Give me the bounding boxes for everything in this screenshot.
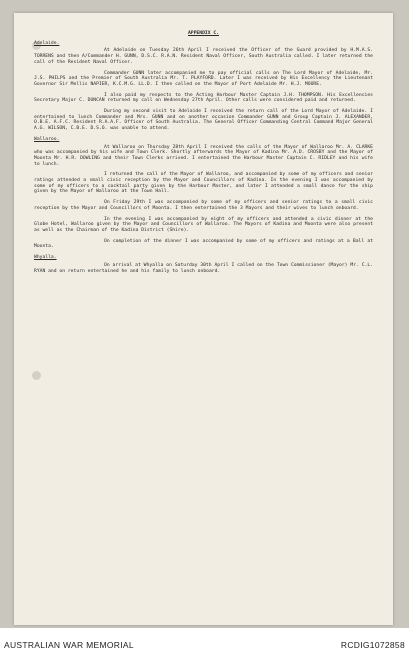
section-adelaide	[34, 41, 373, 132]
section-heading: Wallaroo.	[34, 136, 60, 142]
archive-id: RCDIG1072858	[340, 640, 405, 650]
section-wallaroo	[34, 137, 373, 250]
paragraph: Commander GUNN later accompanied me to pay official calls on The Lord Mayor of Adelaide, Mr. J.S. PHILPS and the Premier of South Australia Mr. T. PLAYFORD. Later I was received by His Excellency the Lieutenant Governor Sir Mellis NAPIER, K.C.M.G. LL.D. I then called on the Mayor of Port Adelaide Mr. H.J. MOORE.	[34, 70, 373, 87]
paragraph: I returned the call of the Mayor of Wallaroo, and accompanied by some of my officers and senior ratings attended a small civic reception by the Mayor and Councillors of Kadina. In the evening I was accompanied by some of my officers to a cocktail party given by the Harbour Master, and later I attended a small dance for the ship given by the Mayor of Wallaroo at the Town Hall.	[34, 172, 373, 195]
paragraph: On arrival at Whyalla on Saturday 30th April I called on the Town Commissioner (Mayor) Mr. C.L. RYAN and on return entertained he and his family to lunch onboard.	[34, 262, 373, 274]
paragraph: I also paid my respects to the Acting Harbour Master Captain J.H. THOMPSON. His Excellencies Secretary Major C. DUNCAN returned my call on Wednesday 27th April. Other calls were considered paid and returned.	[34, 92, 373, 104]
paragraph: At Wallaroo on Thursday 28th April I received the calls of the Mayor of Wallaroo Mr. A. CLARKE who was accompanied by his wife and Town Clerk. Shortly afterwards the Mayor of Kadina Mr. A.D. CROSBY and the Mayor of Moonta Mr. H.R. DOWLING and their Town Clerks arrived. I entertained the Harbour Master Captain C. RIDLEY and his wife to lunch.	[34, 144, 373, 167]
document-title: APPENDIX C.	[187, 31, 220, 36]
document-page	[14, 13, 393, 625]
section-heading: Whyalla.	[34, 255, 57, 261]
paragraph: On completion of the dinner I was accompanied by some of my officers and ratings at a Ball at Moonta.	[34, 238, 373, 250]
paragraph: On Friday 29th I was accompanied by some of my officers and senior ratings to a small civic reception by the Mayor and Councillors of Moonta. I then entertained the 3 Mayors and their wives to lunch onboard.	[34, 200, 373, 211]
section-heading: Adelaide.	[34, 40, 60, 46]
archive-name: AUSTRALIAN WAR MEMORIAL	[4, 640, 134, 650]
archive-footer	[0, 628, 409, 654]
paragraph: During my second visit to Adelaide I received the return call of the Lord Mayor of Adelaide. I entertained to lunch Commander and Mrs. GUNN and on another occasion Commander GUNN and Group Captain J. ALEXANDER, O.B.E. A.F.C. Resident R.A.A.F. Officer of South Australia. The General Officer Commanding Central Command Major General A.G. WILSON, C.B.E. D.S.O. was unable to attend.	[34, 109, 373, 132]
document-body	[34, 31, 373, 279]
punch-hole	[32, 371, 41, 380]
paragraph: At Adelaide on Tuesday 26th April I received the Officer of the Guard provided by H.M.A.S. TORRENS and then A/Commander H. GUNN, D.S.C. R.A.N. Resident Naval Officer, South Australia called. I later returned the call of the Resident Naval Officer.	[34, 48, 373, 65]
paragraph: In the evening I was accompanied by eight of my officers and attended a civic dinner at the Globe Hotel, Wallaroo given by the Mayor and Councillors of Wallaroo. The Mayors of Kadina and Moonta were also present as well as the Chairman of the Kadina District (Shire).	[34, 216, 373, 233]
section-whyalla	[34, 255, 373, 274]
